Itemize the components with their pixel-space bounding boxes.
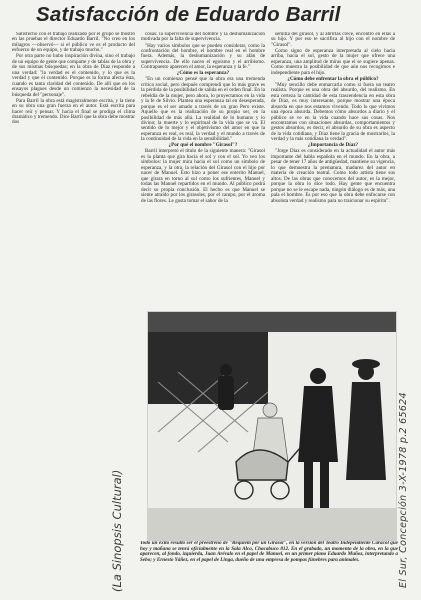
subheading: ¿Por qué el nombre "Girasol"?: [168, 142, 238, 149]
stage-photo-drawing: [148, 312, 396, 540]
subheading: ¿Cómo es la esperanza?: [176, 70, 230, 77]
paragraph: Por otra parte no hubo inspiración divina, sino el trabajo de un equipo de gente que comparte y de tablas de la obra y de sus mismas búsquedas; en la obra de Díaz responde a una verdad: "la verdad es el contenido, y lo que es la verdad y que el contenido. Porque es la forma afecta ésta, cuando es tanta claridad del contenido. De allí que en los ensayos plagues desde un comienzo la necesidad de la búsqueda del "personaje".: [12, 53, 135, 98]
subheading: ¿Cómo debe enfrentar la obra el público?: [287, 75, 379, 82]
handwritten-photo-note: (La Sinopsis Cultural): [110, 469, 124, 592]
text-column-3: [271, 32, 395, 257]
paragraph: Satisfecho con el trabajo realizado por el grupo se mostró en las pruebas el director Eduardo Barril. "No creo en los milagros —observó— si el público ve es el producto del esfuerzo de un equipo, y de trabajo mucho.": [12, 32, 135, 54]
text-column-2: [141, 32, 265, 243]
paragraph: "Muy sencillo debe enmarcarla como si fuera un teatro realista. Porque es una obra del absurdo, del realismo. En esta certeza la cantidad de esta trascendencia en esta obra de Díaz, es muy interesante, porque mostrar una época absurda en que nos estamos vivendo. Todo lo que vivimos una época absurda. Debemos cómo absurdos a diario y el público se ve en la vida cuando hace sus cosas. Nos encontramos con situaciones absurdas, comportamientos y gestos absurdos, es decir, el absurdo de su obra es aspecto de la vida cotidiana, y Díaz tiene la gracia de mostrarlos, la verdad y la más cotidiana la verdad".: [271, 81, 395, 143]
handwritten-source-note: El Sur, Concepción 3-X-1978 p.2 65624: [398, 392, 409, 588]
text-column-1: [12, 32, 135, 243]
actor-left: [218, 364, 234, 410]
photo-caption: Todo un éxito resultó ser el preestreno de "Réquiem por un Girasol", en la versión del Teatro Independiente Caracol que hoy y mañana se tenrá oficialmente en la Sala Alco, Chacabuco 812. En el grabado, un momento de la obra, en la que aparecen, al fondo, izquierda, Juan Arévalo en el papel de Manuel, en un primer plano Eduardo Muñoz, interpretando a Sebo; y Ernesto Yáñez, en el papel de Linga, dueño de una empresa de pompas fúnebres para animales.: [140, 541, 398, 563]
subheading: ¿Importancia de Díaz?: [307, 142, 359, 149]
article-headline: Satisfacción de Eduardo Barril: [36, 3, 341, 26]
paragraph: "En un comienzo pensé que la obra era una tremenda crítica social, pero después comprendí que lo más grave es la pérdida de la posibilidad de salida en el orden final. En la rebeldía de la mujer, pero ahora, lo proyectamos en la vida y la fe de Silvio. Plantea una esperanza tal en desesperada, porque es el ser amado a través de un gran Pero existe. Aquello que es la realización de su propio ser, en la posibilidad de más allá. La realidad de lo humano y lo divino; la muerte y lo espiritual de la vida que se va. El sentido de lo mejor y el objetivismo del amor en que la esperanza es real, es real, la verdad y el mundo a través de la continuidad de la vida en la sensibilidad.": [141, 76, 265, 143]
paragraph: Barril interpretó el título de la siguiente manera: "Girasol es la planta que gira hacia el sol y con el sol. Yo veo los símbolos: la mujer mira hacia el sol como un símbolo de esperanza, y la otra, la relación del Girasol con el hijo por nacer de Manuel. Esto hizo a poner ese enterito Manuel, que girara en torno al sol como los sufrientes, Manuel y todas las Manuel repartidos en el mundo. Al público podrá decir su propia conclusión. El hecho es que Manuel se siente atraído por los girasoles, por el campo, por el aroma de las flores. Le gusta tomar el sabor de la: [141, 148, 265, 204]
paragraph: Para Barril la obra está magistralmente escrita, y la tiene en su obra una gran fuerza en el autor. Está escrita para hacer reír y pensar. Y hacia el final se prodiga el clima dramático y tremendo. Dice Barril que la obra debe mostrar dos: [12, 97, 135, 126]
stage-photo: [147, 311, 397, 541]
paragraph: cosas: la supervivencia del hombre y la deshumanización motivada por la falta de supervivencia.: [141, 32, 265, 43]
paragraph: semilla del girasol, y al abrirlas crece, encontró en ellas a su hijo. Y por eso te sacrifica al hijo con el nombre de "Girasol".: [271, 32, 395, 48]
paragraph: "Jorge Díaz es considerado en la actualidad el autor más importante del habla española en el mundo. En la obra, a pesar de tener 17 años de antigüedad, mantiene su vigencia, lo que demuestra la prematura, madurez del autor en materia de creación teatral. Como todo artista tiene sus altos. De las obras que conocemos del autor, es la mejor, porque la obra lo dice todo. Hay gente que encuentra porque no se le escape nada, ningún diálogo es de más, una pala el hombre. Es por eso que la obra debe enfocarse con absoluta verdad y realismo para no traicionar su espíritu".: [271, 148, 395, 204]
paragraph: Como signo de esperanza interpretada al cielo hacia arriba, hacia el sol, gesto de la mujer que ofrece una esperanza, una amplitud de miras que el se sugiere apenas. Como muestra la posibilidad de que aún nos recogimos e independiente para el hijo.: [271, 47, 395, 76]
paragraph: "Hay varios símbolos que se pueden considerar, como la confrontación del hombre, el hombre real en el hombre fuera. Además, la deshumanización y su afán de supervivencia. De ello nacen el egoísmo y el arribismo. Contrapuesto aparecen el amor, la esperanza y la fe.": [141, 42, 265, 71]
